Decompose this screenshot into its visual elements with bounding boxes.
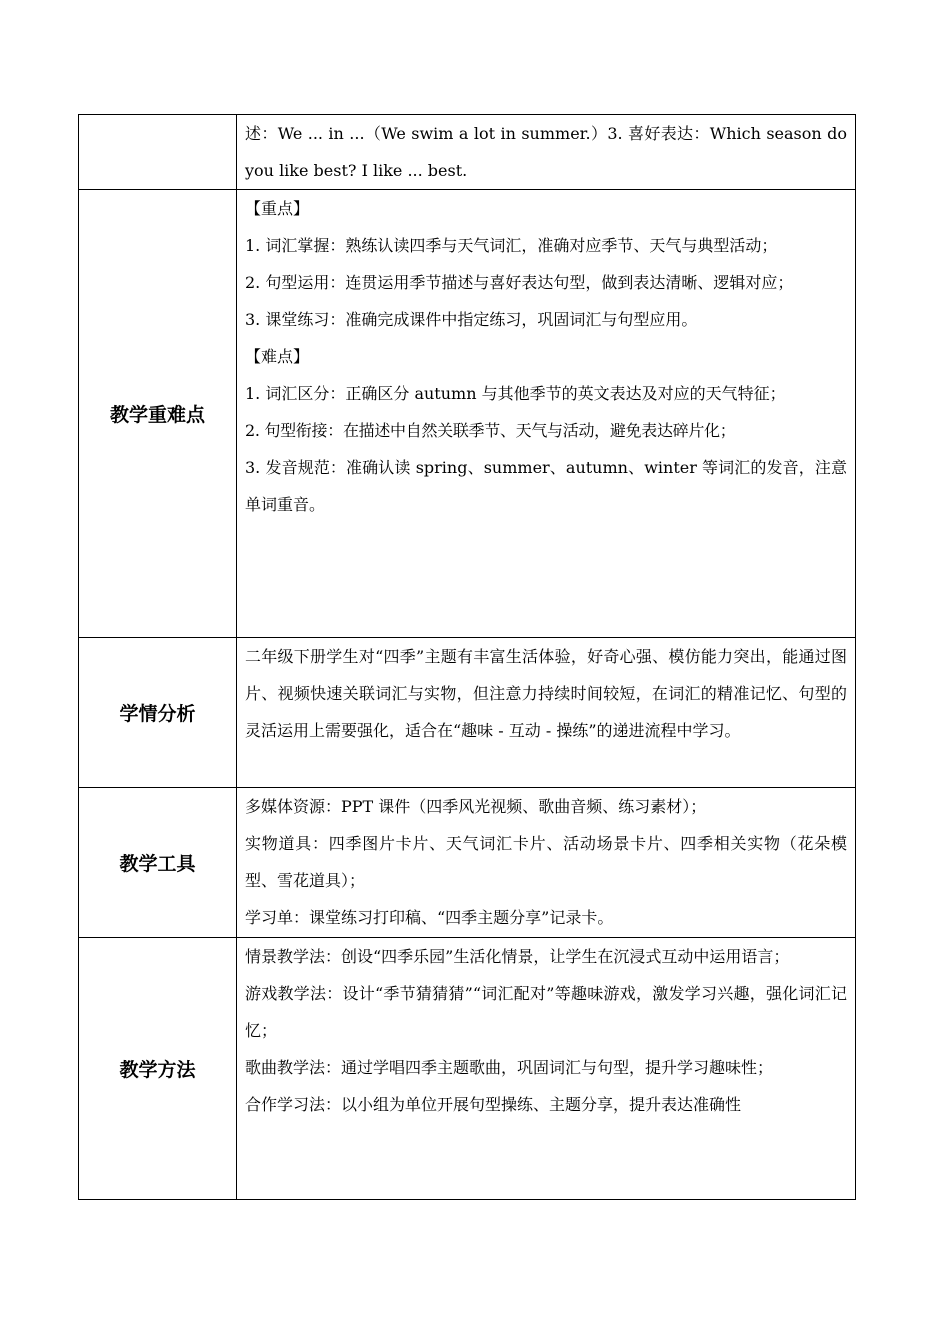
content-line: 3. 课堂练习：准确完成课件中指定练习，巩固词汇与句型应用。: [245, 310, 698, 329]
table-row: [79, 190, 856, 638]
content-line: 学习单：课堂练习打印稿、“四季主题分享”记录卡。: [245, 908, 614, 927]
table-row: [79, 638, 856, 788]
lesson-plan-table: [78, 114, 856, 1200]
content-line: 游戏教学法：设计“季节猜猜猜”“词汇配对”等趣味游戏，激发学习兴趣，强化词汇记忆；: [245, 984, 847, 1040]
table-row: [79, 788, 856, 938]
content-line: 2. 句型运用：连贯运用季节描述与喜好表达句型，做到表达清晰、逻辑对应；: [245, 273, 794, 292]
table-row: [79, 115, 856, 190]
row-label: 学情分析: [79, 638, 237, 788]
content-line: 2. 句型衔接：在描述中自然关联季节、天气与活动，避免表达碎片化；: [245, 421, 736, 440]
row-content: [237, 938, 856, 1200]
content-line: 情景教学法：创设“四季乐园”生活化情景，让学生在沉浸式互动中运用语言；: [245, 947, 790, 966]
content-line: 歌曲教学法：通过学唱四季主题歌曲，巩固词汇与句型，提升学习趣味性；: [245, 1058, 774, 1077]
content-line: 【重点】: [245, 199, 310, 218]
row-label: [79, 115, 237, 190]
content-line: 【难点】: [245, 347, 310, 366]
row-content: [237, 115, 856, 190]
content-line: 二年级下册学生对“四季”主题有丰富生活体验，好奇心强、模仿能力突出，能通过图片、视频快速关联词汇与实物，但注意力持续时间较短，在词汇的精准记忆、句型的灵活运用上需要强化，适合在“趣味 - 互动 - 操练”的递进流程中学习。: [245, 647, 847, 740]
table-row: [79, 938, 856, 1200]
row-label: 教学工具: [79, 788, 237, 938]
content-line: 述：We ... in ...（We swim a lot in summer.）3. 喜好表达：Which season do you like best? I like ... best.: [245, 124, 847, 180]
row-content: [237, 788, 856, 938]
content-line: 合作学习法：以小组为单位开展句型操练、主题分享，提升表达准确性: [245, 1095, 742, 1114]
row-label: 教学方法: [79, 938, 237, 1200]
row-content: [237, 638, 856, 788]
row-label: 教学重难点: [79, 190, 237, 638]
row-content: [237, 190, 856, 638]
content-line: 1. 词汇掌握：熟练认读四季与天气词汇，准确对应季节、天气与典型活动；: [245, 236, 778, 255]
content-line: 多媒体资源：PPT 课件（四季风光视频、歌曲音频、练习素材）；: [245, 797, 707, 816]
content-line: 3. 发音规范：准确认读 spring、summer、autumn、winter 等词汇的发音，注意单词重音。: [245, 458, 847, 514]
content-line: 1. 词汇区分：正确区分 autumn 与其他季节的英文表达及对应的天气特征；: [245, 384, 786, 403]
content-line: 实物道具：四季图片卡片、天气词汇卡片、活动场景卡片、四季相关实物（花朵模型、雪花道具）；: [245, 834, 847, 890]
